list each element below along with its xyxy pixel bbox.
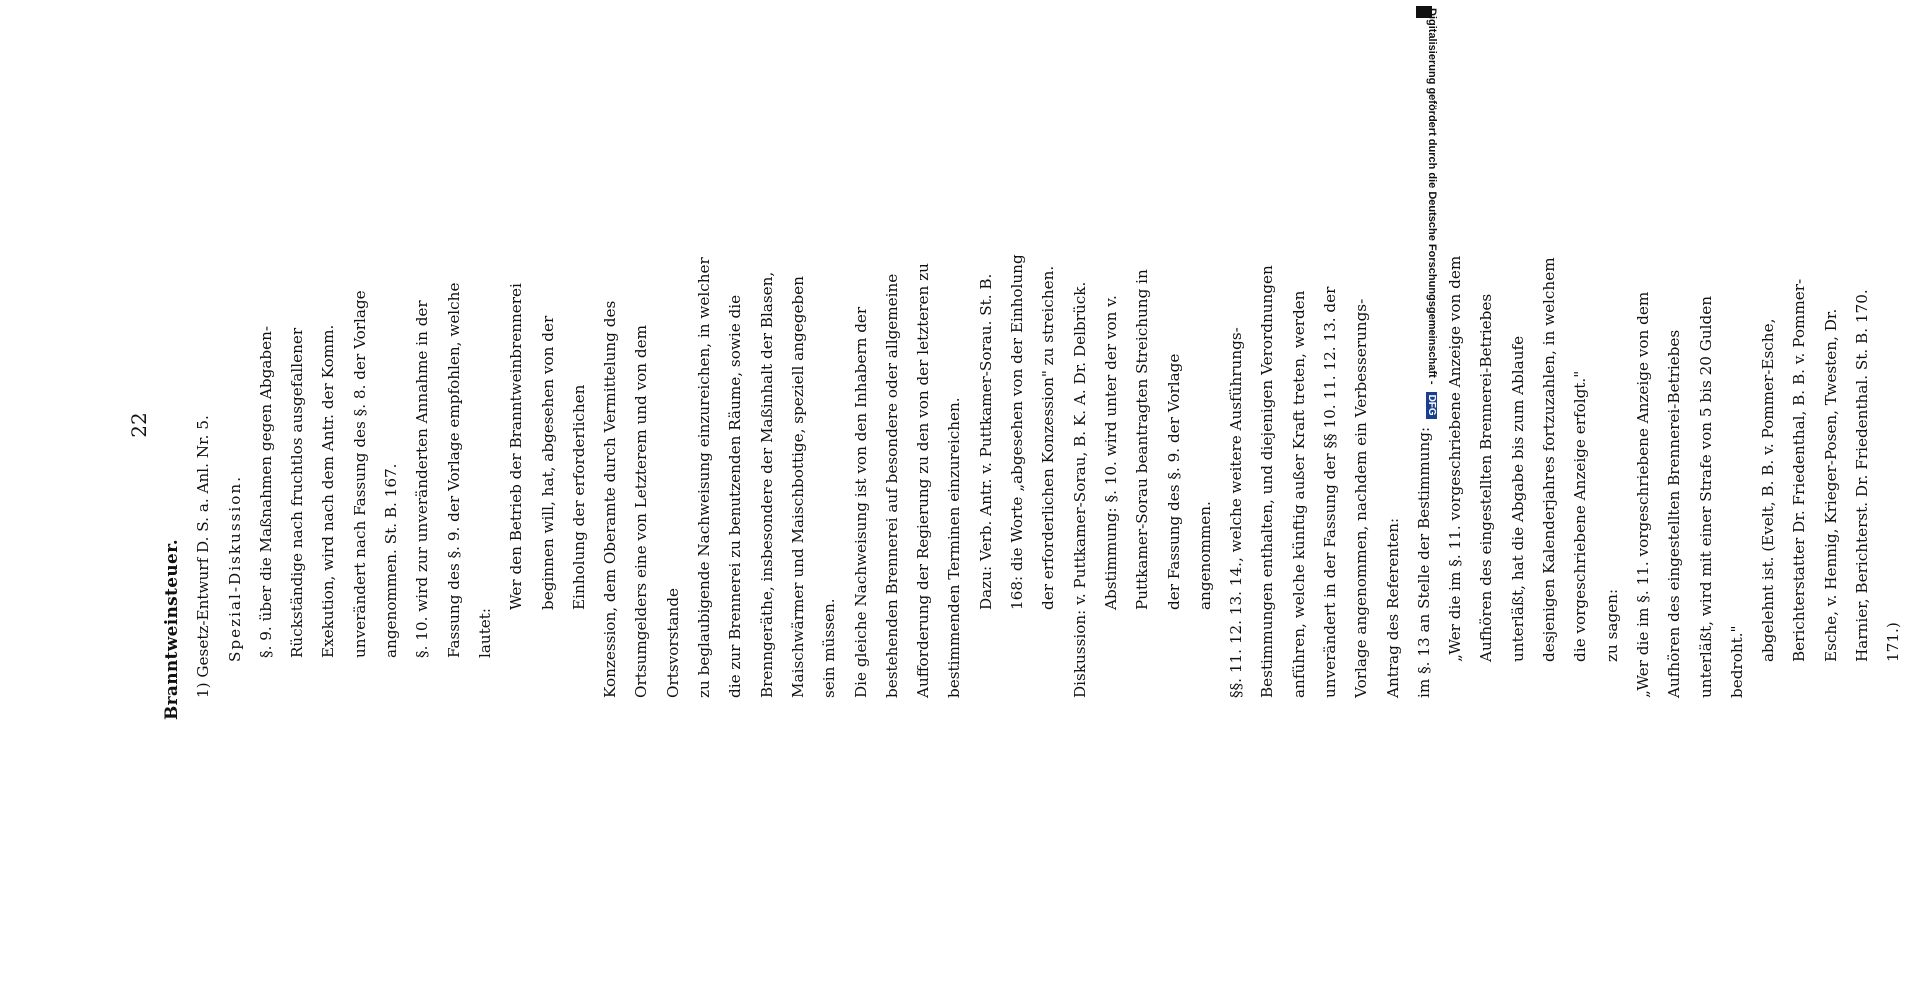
- text-paragraph: „Wer die im §. 11. vorgeschriebene Anzeige von dem Aufhören des eingestellten Brennerei-Betriebes unterläßt, hat die Abgabe bis zum Ablaufe desjenigen Kalenderjahres fortzuzahlen, in welchem die vorgeschriebene Anzeige erfolgt.": [1446, 255, 1590, 662]
- text-paragraph: Abstimmung: §. 10. wird unter der von v. Puttkamer-Sorau beantragten Streichung in der Fassung des §. 9. der Vorlage angenommen.: [1101, 269, 1214, 610]
- text-paragraph: §§. 11. 12. 13. 14., welche weitere Ausführungs-Bestimmungen enthalten, und diejenigen Verordnungen anführen, welche künftig außer Kraft treten, werden unverändert in der Fassung der §§ 10. 11. 12. 13. der Vorlage angenommen, nachdem ein Verbesserungs-Antrag des Referenten:: [1227, 265, 1402, 698]
- text-paragraph: zu sagen:: [1602, 588, 1621, 662]
- page-number: 22: [127, 412, 151, 438]
- text-paragraph: §. 9. über die Maßnahmen gegen Abgaben-Rückständige nach fruchtlos ausgefallener Exekution, wird nach dem Antr. der Komm.: [256, 324, 338, 658]
- text-paragraph: §. 10. wird zur unveränderten Annahme in der Fassung des §. 9. der Vorlage empfohlen, welche lautet:: [413, 282, 494, 658]
- credit-text: Digitalisierung gefördert durch die Deutsche Forschungsgemeinschaft -: [1426, 8, 1438, 385]
- text-paragraph: abgelehnt ist. (Evelt, B. B. v. Pommer-Esche, Berichterstatter Dr. Friedenthal, B. B. v. Pommer-Esche, v. Hennig, Krieger-Posen, Twesten, Dr. Harnier, Berichterst. Dr. Friedenthal. St. B. 170. 171.): [1759, 278, 1903, 662]
- text-paragraph: Diskussion: v. Puttkamer-Sorau, B. K. A. Dr. Delbrück.: [1070, 281, 1089, 698]
- text-paragraph: im §. 13 an Stelle der Bestimmung:: [1414, 426, 1433, 698]
- dfg-logo: DFG: [1426, 392, 1437, 419]
- text-paragraph: Die gleiche Nachweisung ist von den Inhabern der bestehenden Brennerei auf besondere oder allgemeine Aufforderung der Regierung zu den von der letzteren zu bestimmenden Terminen einzureichen.: [851, 263, 964, 698]
- text-line: 1) Gesetz-Entwurf D. S. a. Anl. Nr. 5.: [194, 415, 213, 698]
- digitization-credit: [1426, 8, 1438, 419]
- text-paragraph: Konzession, dem Oberamte durch Vermittelung des Ortsumgelders eine von Letzterem und von dem Ortsvorstande: [601, 300, 682, 698]
- text-paragraph: Dazu: Verb. Antr. v. Puttkamer-Sorau. St. B. 168: die Worte „abgesehen von der Einholung der erforderlichen Konzession" zu streichen.: [976, 254, 1058, 610]
- text-paragraph: zu beglaubigende Nachweisung einzureichen, in welcher die zur Brennerei zu benutzenden Räume, sowie die Brenngeräthe, insbesondere der Maßinhalt der Blasen, Maischwärmer und Maischbottige, speziell angegeben sein müssen.: [695, 257, 839, 698]
- text-paragraph: unverändert nach Fassung des §. 8. der Vorlage angenommen. St. B. 167.: [350, 290, 401, 658]
- text-paragraph: Wer den Betrieb der Branntweinbrennerei beginnen will, hat, abgesehen von der Einholung der erforderlichen: [507, 283, 588, 610]
- text-line: Spezial-Diskussion.: [225, 474, 244, 662]
- section-heading: Branntweinsteuer.: [162, 538, 182, 720]
- page-body: [157, 250, 1910, 720]
- text-paragraph: „Wer die im §. 11. vorgeschriebene Anzeige von dem Aufhören des eingestellten Brennerei-Betriebes unterläßt, wird mit einer Strafe von 5 bis 20 Gulden bedroht.": [1633, 291, 1746, 698]
